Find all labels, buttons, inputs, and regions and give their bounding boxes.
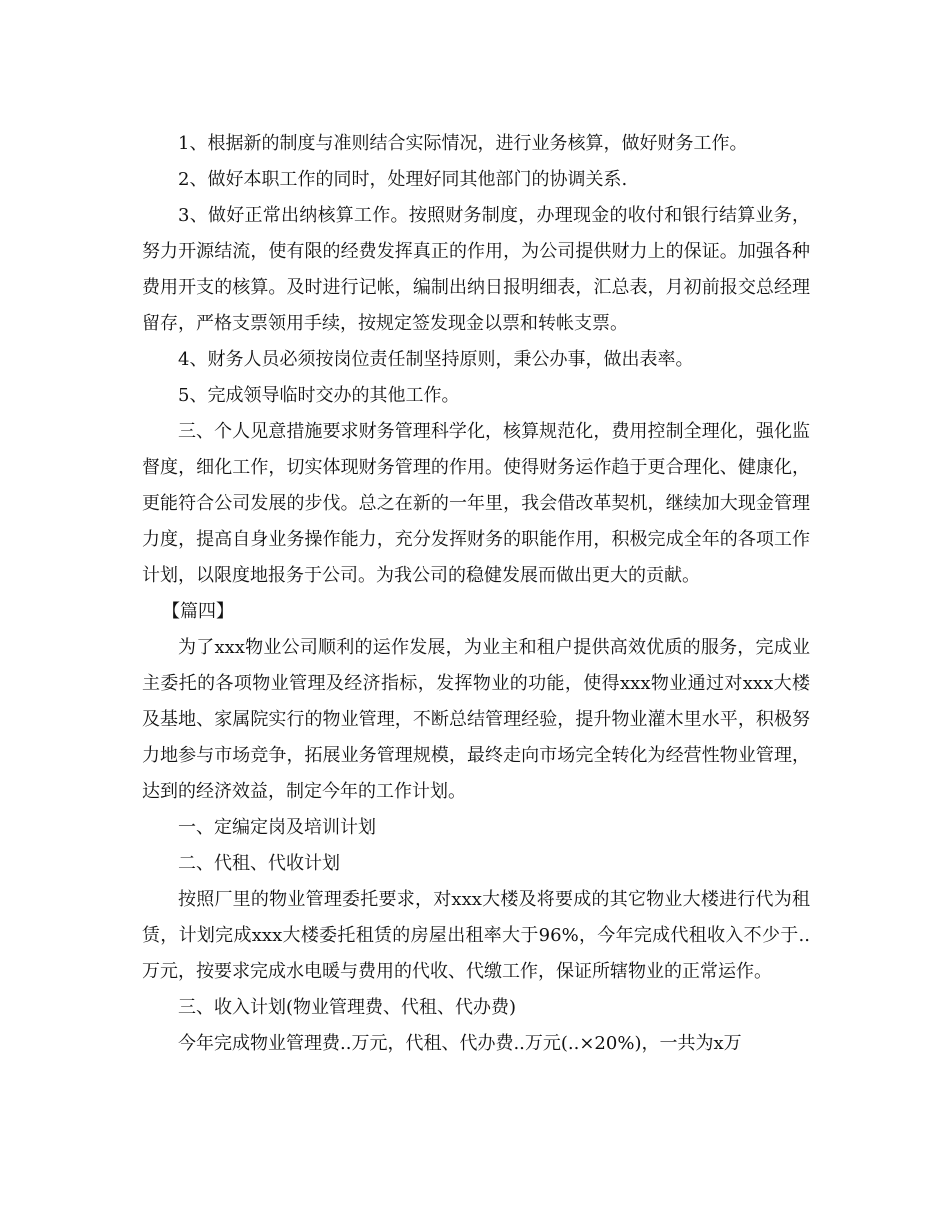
subheading-rental-collection: 二、代租、代收计划 (178, 853, 340, 874)
paragraph-intro-part-four: 为了xxx物业公司顺利的运作发展，为业主和租户提供高效优质的服务，完成业主委托的各项物业管理及经济指标，发挥物业的功能，使得xxx物业通过对xxx大楼及基地、家属院实行的物业管理，不断总结管理经验，提升物业灌木里水平，积极努力地参与市场竞争，拓展业务管理规模，最终走向市场完全转化为经营性物业管理，达到的经济效益，制定今年的工作计划。 (142, 637, 810, 802)
paragraph-item-2: 2、做好本职工作的同时，处理好同其他部门的协调关系. (178, 169, 628, 190)
paragraph-item-4: 4、财务人员必须按岗位责任制坚持原则，秉公办事，做出表率。 (178, 349, 694, 370)
section-heading-part-four: 【篇四】 (162, 601, 234, 622)
paragraph-income-plan: 今年完成物业管理费..万元，代租、代办费..万元(..×20%)，一共为x万 (178, 1033, 742, 1054)
subheading-staffing-training: 一、定编定岗及培训计划 (178, 817, 376, 838)
paragraph-item-1: 1、根据新的制度与准则结合实际情况，进行业务核算，做好财务工作。 (178, 133, 748, 154)
paragraph-section-three: 三、个人见意措施要求财务管理科学化，核算规范化，费用控制全理化，强化监督度，细化工作，切实体现财务管理的作用。使得财务运作趋于更合理化、健康化，更能符合公司发展的步伐。总之在新的一年里，我会借改革契机，继续加大现金管理力度，提高自身业务操作能力，充分发挥财务的职能作用，积极完成全年的各项工作计划，以限度地报务于公司。为我公司的稳健发展而做出更大的贡献。 (142, 421, 810, 586)
document-page (142, 126, 810, 1062)
paragraph-rental-plan: 按照厂里的物业管理委托要求，对xxx大楼及将要成的其它物业大楼进行代为租赁，计划完成xxx大楼委托租赁的房屋出租率大于96%，今年完成代租收入不少于..万元，按要求完成水电暖与费用的代收、代缴工作，保证所辖物业的正常运作。 (142, 889, 810, 982)
subheading-income-plan: 三、收入计划(物业管理费、代租、代办费) (178, 997, 517, 1018)
paragraph-item-5: 5、完成领导临时交办的其他工作。 (178, 385, 460, 406)
paragraph-item-3: 3、做好正常出纳核算工作。按照财务制度，办理现金的收付和银行结算业务，努力开源结流，使有限的经费发挥真正的作用，为公司提供财力上的保证。加强各种费用开支的核算。及时进行记帐，编制出纳日报明细表，汇总表，月初前报交总经理留存，严格支票领用手续，按规定签发现金以票和转帐支票。 (142, 205, 810, 334)
